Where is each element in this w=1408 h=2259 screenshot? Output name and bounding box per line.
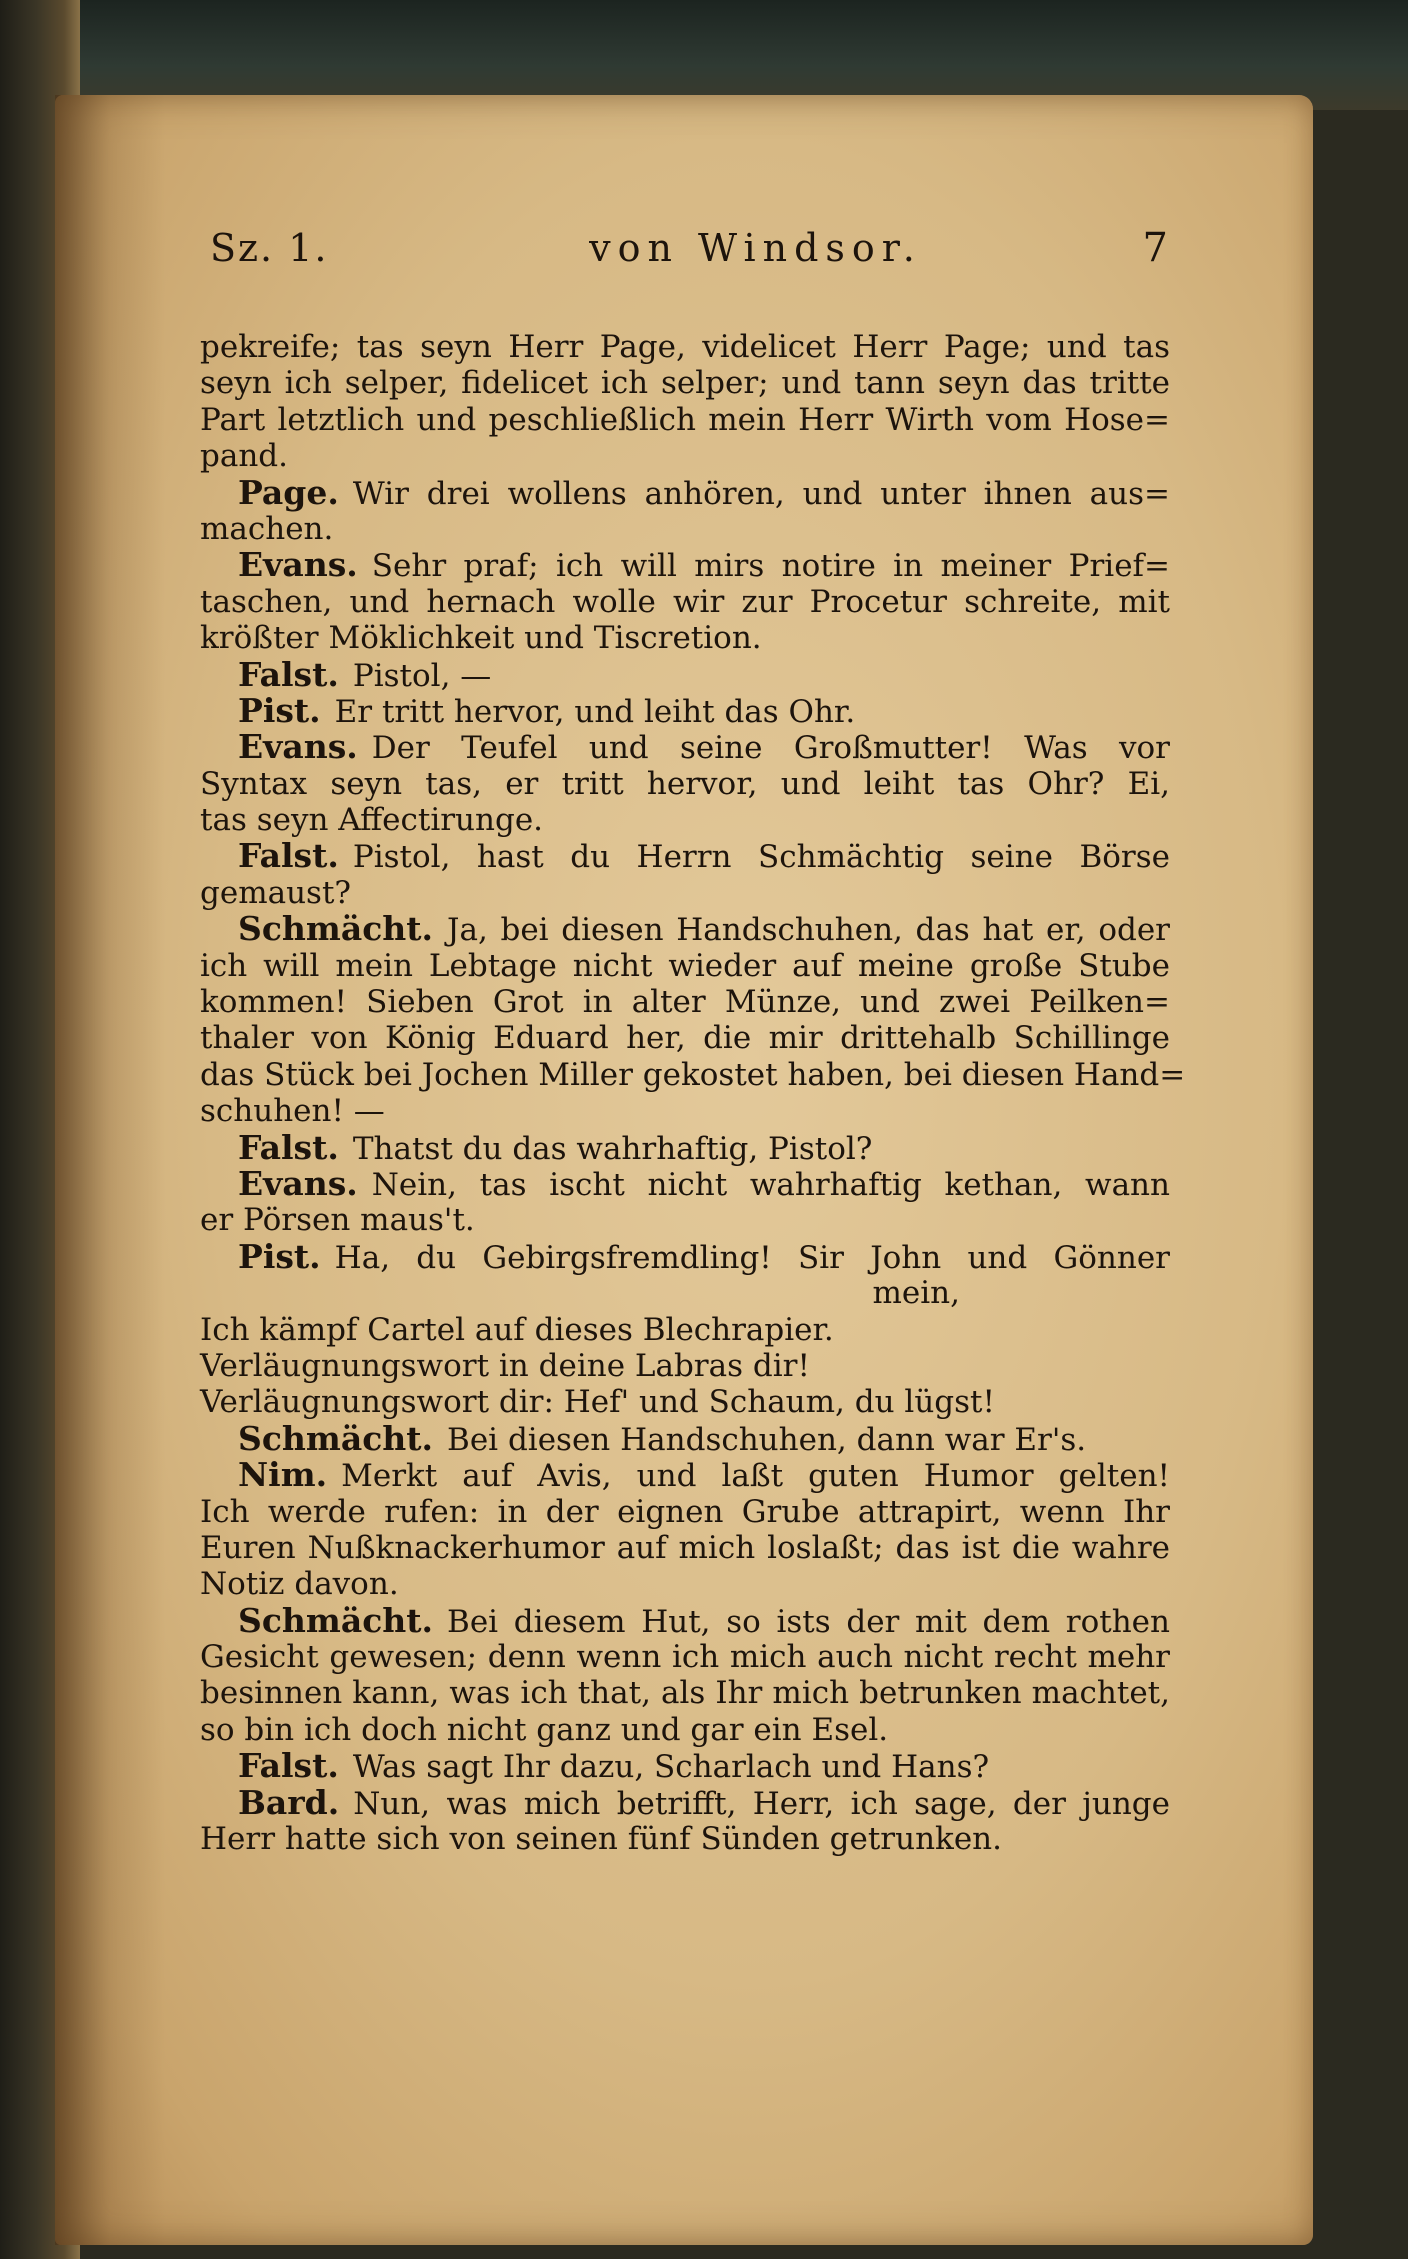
speaker-name: Falst. <box>238 654 339 694</box>
line-text: taschen, und hernach wolle wir zur Procetur schreite, mit <box>200 583 1170 620</box>
text-line <box>200 1600 1170 1640</box>
page-gutter-shadow <box>55 95 165 2245</box>
text-line <box>200 1348 1170 1384</box>
line-text: Ich kämpf Cartel auf dieses Blechrapier. <box>200 1311 834 1348</box>
text-line <box>200 620 1170 656</box>
text-line <box>200 1712 1170 1748</box>
line-text: Verläugnungswort dir: Hef' und Schaum, du lügst! <box>200 1384 995 1421</box>
line-text: Euren Nußknackerhumor auf mich loslaßt; das ist die wahre <box>200 1529 1170 1566</box>
line-text: seyn ich selper, fidelicet ich selper; und tann seyn das tritte <box>200 365 1170 402</box>
line-text: Ja, bei diesen Handschuhen, das hat er, oder <box>447 912 1170 949</box>
text-line <box>200 1275 1170 1311</box>
line-text: Syntax seyn tas, er tritt hervor, und leiht tas Ohr? Ei, <box>200 765 1170 802</box>
page-text-block <box>200 225 1186 1858</box>
line-text: machen. <box>200 510 334 547</box>
text-line <box>200 1020 1170 1056</box>
line-text: Er tritt hervor, und leiht das Ohr. <box>334 693 856 730</box>
text-line <box>200 1675 1170 1711</box>
line-text: Was sagt Ihr dazu, Scharlach und Hans? <box>352 1749 990 1786</box>
text-line <box>200 802 1170 838</box>
line-text: Thatst du das wahrhaftig, Pistol? <box>352 1130 873 1167</box>
speaker-name: Schmächt. <box>238 1418 434 1458</box>
line-text: Gesicht gewesen; denn wenn ich mich auch nicht recht mehr <box>200 1639 1170 1676</box>
text-line <box>200 1163 1170 1203</box>
text-line <box>200 511 1170 547</box>
line-text: das Stück bei Jochen Miller gekostet haben, bei diesen Hand= <box>200 1056 1186 1093</box>
speaker-name: Schmächt. <box>238 1600 434 1640</box>
line-text: Part letztlich und peschließlich mein Herr Wirth vom Hose= <box>200 401 1170 438</box>
line-text: so bin ich doch nicht ganz und gar ein Esel. <box>200 1711 889 1748</box>
running-title: von Windsor. <box>589 226 922 270</box>
running-header <box>200 225 1170 293</box>
line-text: mein, <box>872 1275 960 1312</box>
text-line <box>200 1782 1170 1822</box>
speaker-name: Falst. <box>238 1746 339 1786</box>
line-text: Notiz davon. <box>200 1566 399 1603</box>
speaker-name: Falst. <box>238 1127 339 1167</box>
text-line <box>200 472 1170 512</box>
text-line <box>200 1418 1170 1458</box>
text-line <box>200 1530 1170 1566</box>
line-text: pekreife; tas seyn Herr Page, videlicet Herr Page; und tas <box>200 329 1170 365</box>
line-text: Ich werde rufen: in der eignen Grube attrapirt, wenn Ihr <box>200 1493 1170 1530</box>
text-line <box>200 584 1170 620</box>
line-text: krößter Möklichkeit und Tiscretion. <box>200 620 762 657</box>
line-text: Herr hatte sich von seinen fünf Sünden getrunken. <box>200 1821 1002 1858</box>
text-line <box>200 365 1170 401</box>
text-line <box>200 1494 1170 1530</box>
text-line <box>200 875 1170 911</box>
text-line <box>200 1127 1170 1167</box>
text-line <box>200 438 1170 474</box>
speaker-name: Pist. <box>238 690 321 730</box>
text-line <box>200 766 1170 802</box>
speaker-name: Evans. <box>238 1163 358 1203</box>
line-text: Bei diesen Handschuhen, dann war Er's. <box>447 1421 1087 1458</box>
text-line <box>200 1056 1186 1093</box>
page-number: 7 <box>1142 225 1170 271</box>
line-text: Pistol, — <box>352 657 492 694</box>
speaker-name: Schmächt. <box>238 909 434 949</box>
line-text: kommen! Sieben Grot in alter Münze, und zwei Peilken= <box>200 984 1170 1021</box>
dialogue-body <box>200 329 1186 1858</box>
speaker-name: Falst. <box>238 836 339 876</box>
line-text: Bei diesem Hut, so ists der mit dem rothen <box>447 1603 1170 1640</box>
line-text: Pistol, hast du Herrn Schmächtig seine Börse <box>352 839 1170 876</box>
line-text: gemaust? <box>200 874 352 911</box>
speaker-name: Evans. <box>238 545 358 585</box>
line-text: er Pörsen maus't. <box>200 1202 475 1239</box>
line-text: thaler von König Eduard her, die mir drittehalb Schillinge <box>200 1020 1170 1057</box>
speaker-name: Bard. <box>238 1782 340 1822</box>
text-line <box>200 1202 1170 1238</box>
line-text: ich will mein Lebtage nicht wieder auf meine große Stube <box>200 947 1170 984</box>
text-line <box>200 1384 1170 1420</box>
text-line <box>200 984 1170 1020</box>
line-text: schuhen! — <box>200 1093 385 1130</box>
text-line <box>200 329 1170 365</box>
speaker-name: Evans. <box>238 727 358 767</box>
text-line <box>200 729 1170 765</box>
line-text: Der Teufel und seine Großmutter! Was vor <box>371 730 1170 767</box>
line-text: Verläugnungswort in deine Labras dir! <box>200 1347 810 1384</box>
text-line <box>200 1312 1170 1348</box>
line-text: Merkt auf Avis, und laßt guten Humor gelten! <box>341 1458 1170 1495</box>
text-line <box>200 1457 1170 1493</box>
text-line <box>200 1236 1170 1276</box>
line-text: Wir drei wollens anhören, und unter ihnen aus= <box>352 475 1170 512</box>
line-text: Ha, du Gebirgsfremdling! Sir John und Gönner <box>334 1239 1170 1276</box>
speaker-name: Nim. <box>238 1455 328 1495</box>
speaker-name: Pist. <box>238 1236 321 1276</box>
line-text: Nun, was mich betrifft, Herr, ich sage, der junge <box>353 1785 1170 1822</box>
text-line <box>200 948 1170 984</box>
book-top-edge <box>0 0 1408 110</box>
text-line <box>200 1566 1170 1602</box>
text-line <box>200 1093 1170 1129</box>
text-line <box>200 1639 1170 1675</box>
scene-label: Sz. 1. <box>210 226 329 270</box>
speaker-name: Page. <box>238 472 339 512</box>
text-line <box>200 654 1170 694</box>
text-line <box>200 402 1170 438</box>
line-text: tas seyn Affectirunge. <box>200 802 544 839</box>
text-line <box>200 911 1170 947</box>
text-line <box>200 1821 1170 1857</box>
text-line <box>200 547 1170 583</box>
line-text: Sehr praf; ich will mirs notire in meiner Prief= <box>371 548 1170 585</box>
line-text: pand. <box>200 438 288 475</box>
text-line <box>200 1748 1170 1784</box>
line-text: besinnen kann, was ich that, als Ihr mich betrunken machtet, <box>200 1675 1170 1712</box>
text-line <box>200 838 1170 874</box>
line-text: Nein, tas ischt nicht wahrhaftig kethan, wann <box>371 1166 1170 1203</box>
text-line <box>200 690 1170 730</box>
